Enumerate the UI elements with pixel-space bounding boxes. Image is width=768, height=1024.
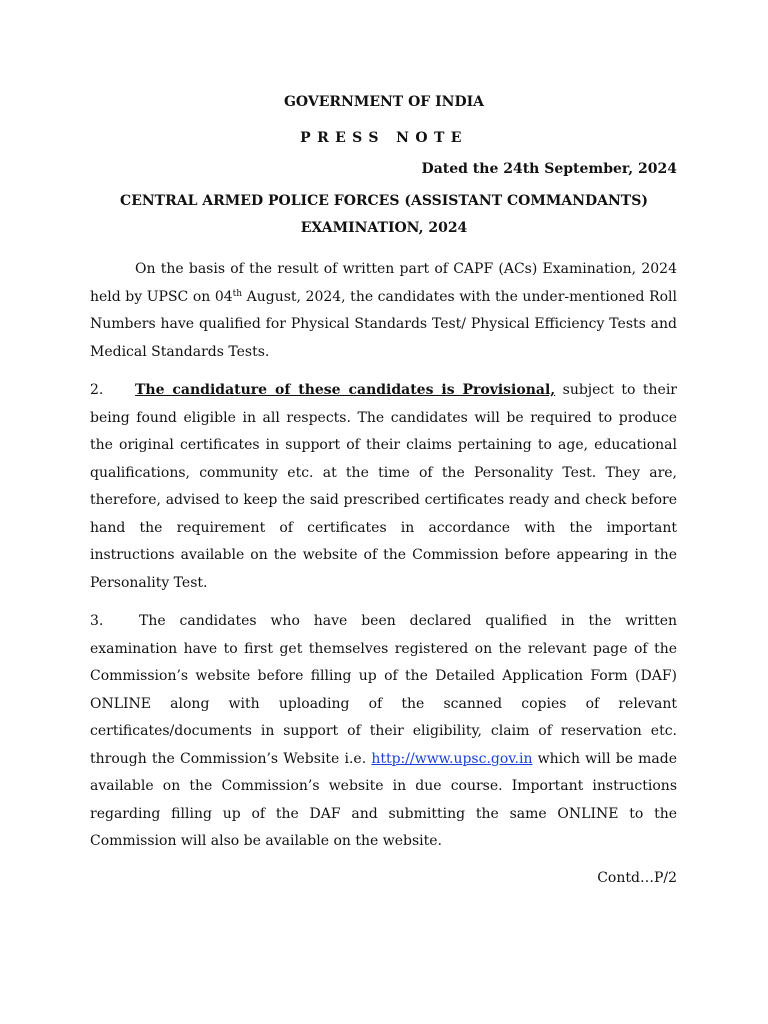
paragraph-1-text-b: August, 2024, the candidates with the under-mentioned Roll Numbers have qualified for Physical Standards Test/ Physical Efficiency Tests and Medical Standards Tests. [90, 288, 677, 360]
paragraph-2-number: 2. [90, 382, 104, 398]
paragraph-3 [90, 608, 677, 856]
paragraph-1-text-a: On the basis of the result of written part of CAPF (ACs) Examination, 2024 held by UPSC on 04 [90, 261, 677, 305]
exam-title-line1: CENTRAL ARMED POLICE FORCES (ASSISTANT COMMANDANTS) [120, 193, 648, 209]
provisional-notice: The candidature of these candidates is Provisional, [135, 382, 556, 398]
paragraph-1 [90, 256, 677, 366]
exam-title-line2: EXAMINATION, 2024 [300, 220, 468, 236]
paragraph-3-number: 3. [90, 613, 104, 629]
paragraph-3-text-b: which will be made available on the Commission’s website in due course. Important instructions regarding filling up of the DAF and submitting the same ONLINE to the Commission will also be available on the website. [90, 750, 678, 849]
paragraph-2 [90, 377, 677, 597]
paragraph-3-text-a: The candidates who have been declared qualified in the written examination have to first get themselves registered on the relevant page of the Commission’s website before filling up of the Detailed Application Form (DAF) ONLINE along with uploading of the scanned copies of relevant certificates/documents in support of their eligibility, claim of reservation etc. through the Commission’s Website i.e. [90, 613, 677, 767]
date-line: Dated the 24th September, 2024 [421, 161, 677, 177]
continued-note: Contd…P/2 [597, 870, 677, 886]
upsc-website-link[interactable]: http://www.upsc.gov.in [371, 750, 533, 767]
press-note-heading: PRESS NOTE [300, 130, 468, 146]
ordinal-superscript: th [232, 288, 243, 299]
paragraph-2-text: subject to their being found eligible in all respects. The candidates will be required to produce the original certificates in support of their claims pertaining to age, educational qualifications, community etc. at the time of the Personality Test. They are, therefore, advised to keep the said prescribed certificates ready and check before hand the requirement of certificates in accordance with the important instructions available on the website of the Commission before appearing in the Personality Test. [90, 382, 677, 591]
government-heading: GOVERNMENT OF INDIA [283, 94, 485, 110]
